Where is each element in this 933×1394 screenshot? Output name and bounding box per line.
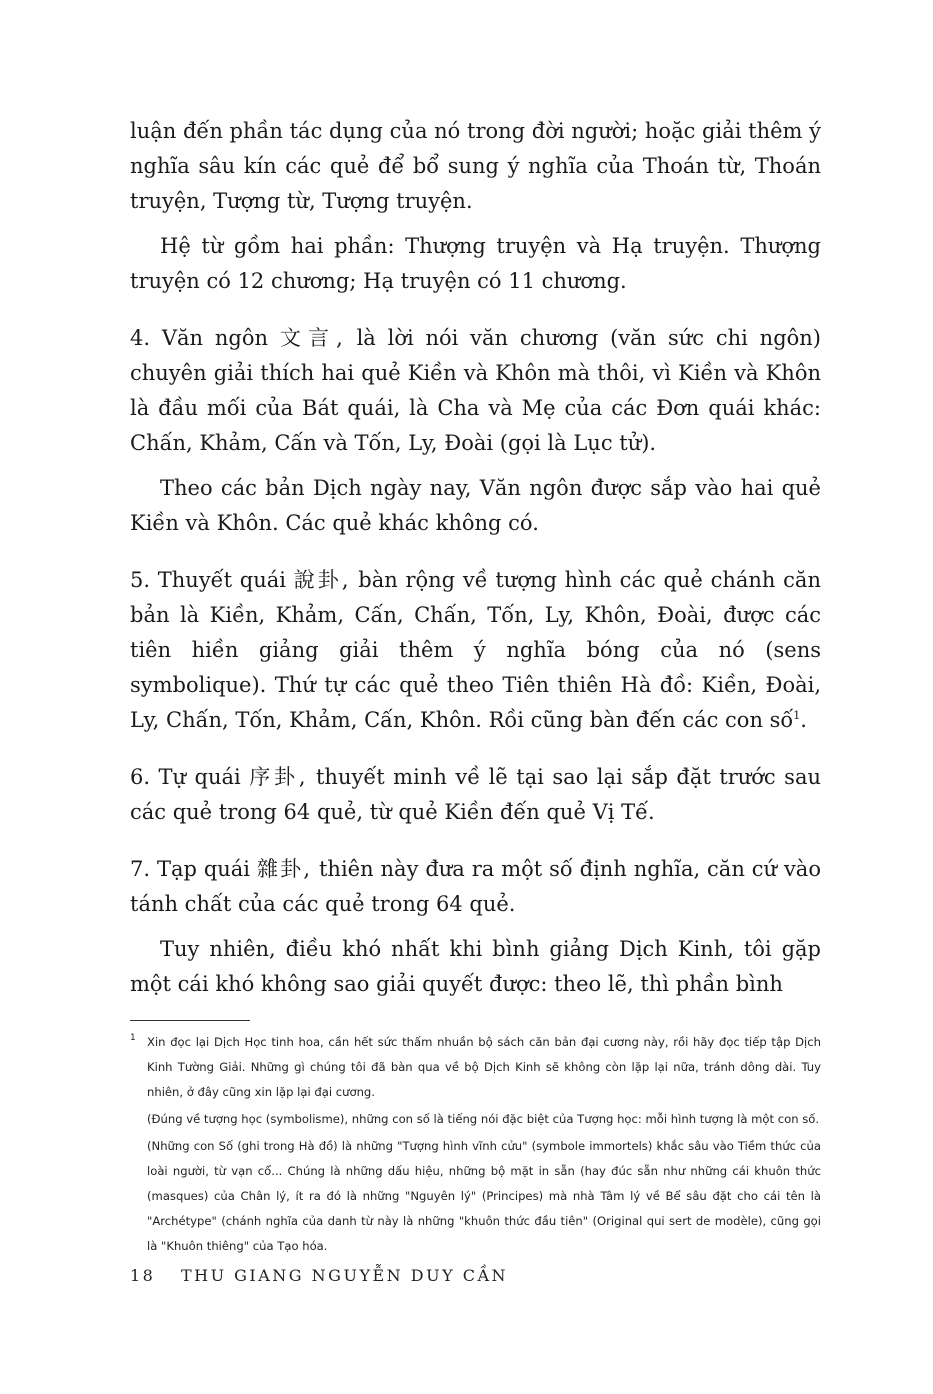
running-footer <box>130 1266 508 1285</box>
footnote-text: Xin đọc lại Dịch Học tinh hoa, cần hết sức thấm nhuần bộ sách căn bản đại cương này, rồi hãy đọc tiếp tập Dịch Kinh Tường Giải. Những gì chúng tôi đã bàn qua về bộ Dịch Kinh sẽ không còn lặp lại nữa, tránh dông dài. Tuy nhiên, ở đây cũng xin lặp lại đại cương. <box>147 1035 821 1099</box>
paragraph-continuation: luận đến phần tác dụng của nó trong đời người; hoặc giải thêm ý nghĩa sâu kín các quẻ để bổ sung ý nghĩa của Thoán từ, Thoán truyện, Tượng từ, Tượng truyện. <box>130 119 821 213</box>
footnote-reference[interactable]: 1 <box>793 709 801 722</box>
item-text: bàn rộng về tượng hình các quẻ chánh căn bản là Kiền, Khảm, Cấn, Chấn, Tốn, Ly, Khôn, Đoài, được các tiên hiền giảng giải thêm ý nghĩa bóng của nó (sens symbolique). Thứ tự các quẻ theo Tiên thiên Hà đồ: Kiền, Đoài, Ly, Chấn, Tốn, Khảm, Cấn, Khôn. Rồi cũng bàn đến các con số <box>130 568 821 732</box>
footnote-mark: 1 <box>130 1033 136 1043</box>
item-end: . <box>800 708 807 732</box>
item-thuyet-quai <box>130 563 821 738</box>
author-name: THU GIANG NGUYỄN DUY CẦN <box>180 1266 509 1285</box>
footnote-divider <box>130 1020 250 1021</box>
han-characters: 文言, <box>279 326 345 350</box>
footnote-1 <box>130 1030 821 1105</box>
item-label: 4. Văn ngôn <box>130 326 268 350</box>
main-text <box>130 114 821 1002</box>
item-text: là lời nói văn chương (văn sức chi ngôn) chuyên giải thích hai quẻ Kiền và Khôn mà thôi, vì Kiền và Khôn là đầu mối của Bát quái, là Cha và Mẹ của các Đơn quái khác: Chấn, Khảm, Cấn và Tốn, Ly, Đoài (gọi là Lục tử). <box>130 326 821 455</box>
han-characters: 雜卦, <box>256 857 313 881</box>
paragraph-tuy-nhien: Tuy nhiên, điều khó nhất khi bình giảng Dịch Kinh, tôi gặp một cái khó không sao giải quyết được: theo lẽ, thì phần bình <box>130 937 821 996</box>
item-label: 7. Tạp quái <box>130 857 251 881</box>
footnote-1-part-2: (Đúng về tượng học (symbolisme), những con số là tiếng nói đặc biệt của Tượng học: mỗi hình tượng là một con số. <box>147 1112 820 1126</box>
item-text: thuyết minh về lẽ tại sao lại sắp đặt trước sau các quẻ trong 64 quẻ, từ quẻ Kiền đến quẻ Vị Tế. <box>130 765 821 824</box>
footnote-1-part-3: (Những con Số (ghi trong Hà đồ) là những "Tượng hình vĩnh cửu" (symbole immortels) khắc sâu vào Tiềm thức của loài người, từ vạn cổ... Chúng là những dấu hiệu, những bộ mặt in sẵn (hay đúc sẵn như những cái khuôn thức (masques) của Chân lý, ít ra đó là những "Nguyên lý" (Principes) mà nhà Tâm lý về Bể sâu đặt cho cái tên là "Archétype" (chánh nghĩa của danh từ này là những "khuôn thức đầu tiên" (Original qui sert de modèle), cũng gọi là "Khuôn thiêng" của Tạo hóa. <box>147 1139 821 1253</box>
paragraph-van-ngon-note: Theo các bản Dịch ngày nay, Văn ngôn được sắp vào hai quẻ Kiền và Khôn. Các quẻ khác không có. <box>130 476 821 535</box>
item-tu-quai <box>130 760 821 830</box>
item-label: 6. Tự quái <box>130 765 241 789</box>
item-tap-quai <box>130 852 821 922</box>
item-van-ngon <box>130 321 821 461</box>
item-label: 5. Thuyết quái <box>130 568 286 592</box>
item-text: thiên này đưa ra một số định nghĩa, căn cứ vào tánh chất của các quẻ trong 64 quẻ. <box>130 857 821 916</box>
page-number: 18 <box>130 1266 156 1285</box>
han-characters: 序卦, <box>249 765 308 789</box>
paragraph-he-tu: Hệ từ gồm hai phần: Thượng truyện và Hạ truyện. Thượng truyện có 12 chương; Hạ truyện có 11 chương. <box>130 234 821 293</box>
footnotes <box>130 1030 821 1259</box>
han-characters: 說卦, <box>293 568 351 592</box>
